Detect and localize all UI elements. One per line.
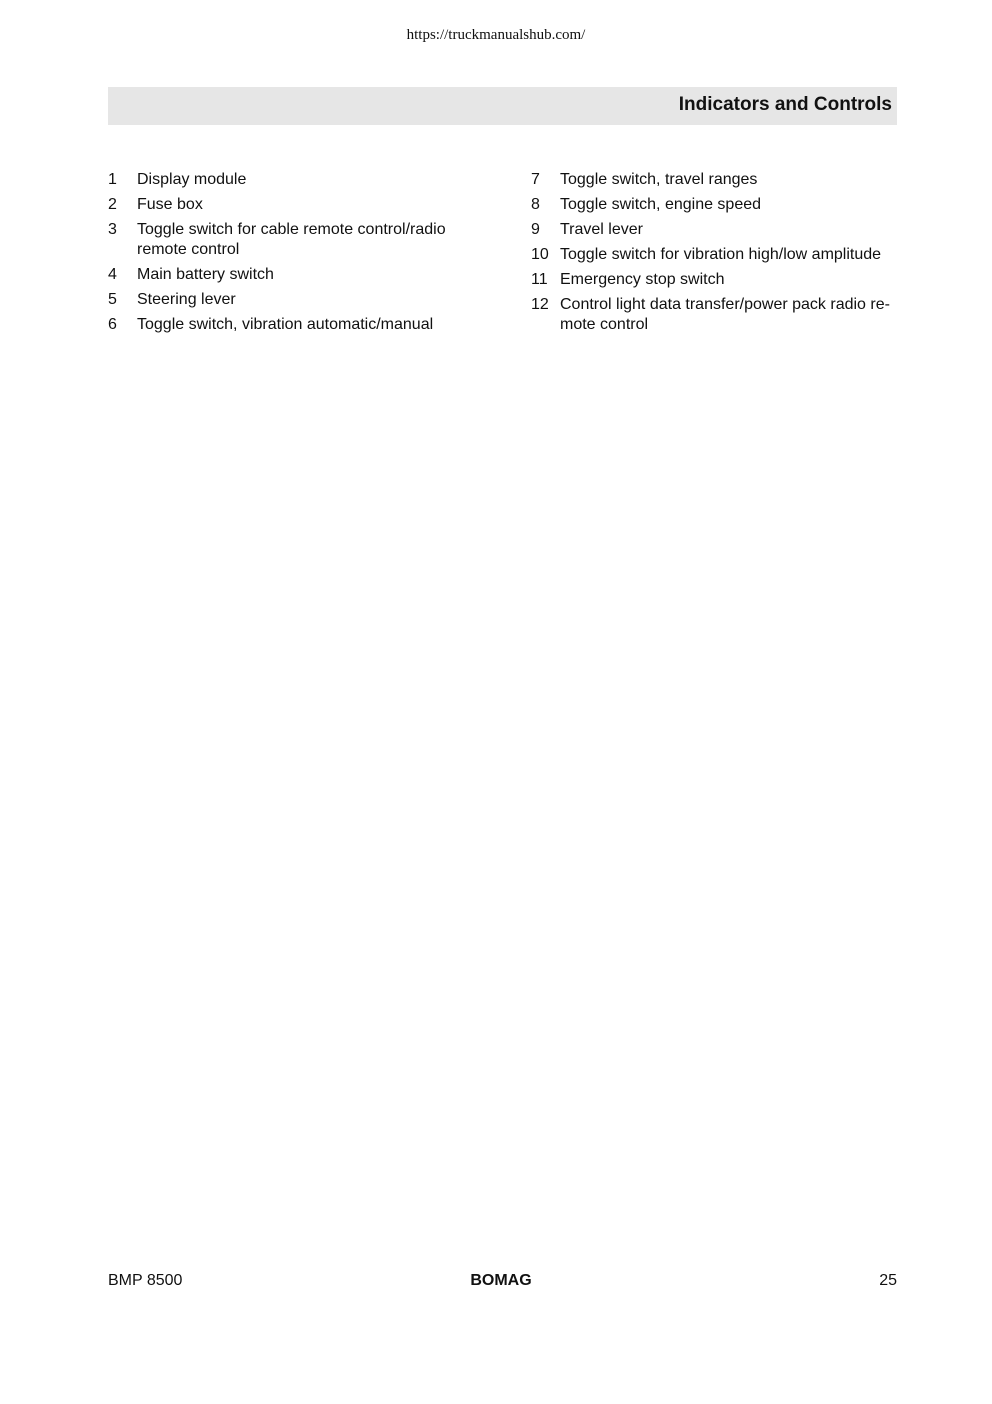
- legend-number: 2: [108, 196, 117, 213]
- legend-item: [531, 245, 901, 265]
- legend-text: Travel lever: [560, 221, 643, 238]
- footer-brand: BOMAG: [470, 1272, 532, 1289]
- legend-text: Control light data transfer/power pack radio re-mote control: [560, 296, 890, 333]
- source-url[interactable]: https://truckmanualshub.com/: [406, 27, 586, 43]
- footer-model: BMP 8500: [108, 1272, 183, 1289]
- legend-number: 3: [108, 221, 117, 238]
- legend-number: 8: [531, 196, 540, 213]
- legend-number: 12: [531, 296, 549, 313]
- legend-number: 1: [108, 171, 117, 188]
- section-title: Indicators and Controls: [678, 94, 892, 115]
- legend-item: [531, 195, 901, 215]
- legend-item: [108, 315, 478, 335]
- legend-item: [108, 195, 478, 215]
- legend-item: [108, 265, 478, 285]
- legend-number: 6: [108, 316, 117, 333]
- legend-item: [531, 220, 901, 240]
- legend-item: [108, 220, 478, 260]
- legend-text: Toggle switch, travel ranges: [560, 171, 758, 188]
- legend-text: Toggle switch for vibration high/low amplitude: [560, 246, 882, 263]
- legend-number: 5: [108, 291, 117, 308]
- legend-text: Toggle switch, vibration automatic/manual: [137, 316, 434, 333]
- legend-number: 9: [531, 221, 540, 238]
- legend-list-left: [108, 170, 478, 340]
- legend-text: Steering lever: [137, 291, 236, 308]
- legend-number: 4: [108, 266, 117, 283]
- legend-item: [108, 170, 478, 190]
- legend-text: Fuse box: [137, 196, 203, 213]
- legend-item: [531, 270, 901, 290]
- legend-text: Toggle switch for cable remote control/radio remote control: [137, 221, 446, 258]
- section-header-bar: [108, 87, 897, 125]
- legend-item: [108, 290, 478, 310]
- legend-item: [531, 170, 901, 190]
- legend-text: Emergency stop switch: [560, 271, 725, 288]
- legend-number: 7: [531, 171, 540, 188]
- footer-page-number: 25: [879, 1272, 897, 1289]
- legend-number: 11: [531, 271, 548, 288]
- legend-list-right: [531, 170, 901, 340]
- legend-text: Main battery switch: [137, 266, 274, 283]
- legend-number: 10: [531, 246, 549, 263]
- legend-item: [531, 295, 901, 335]
- legend-text: Display module: [137, 171, 247, 188]
- legend-text: Toggle switch, engine speed: [560, 196, 762, 213]
